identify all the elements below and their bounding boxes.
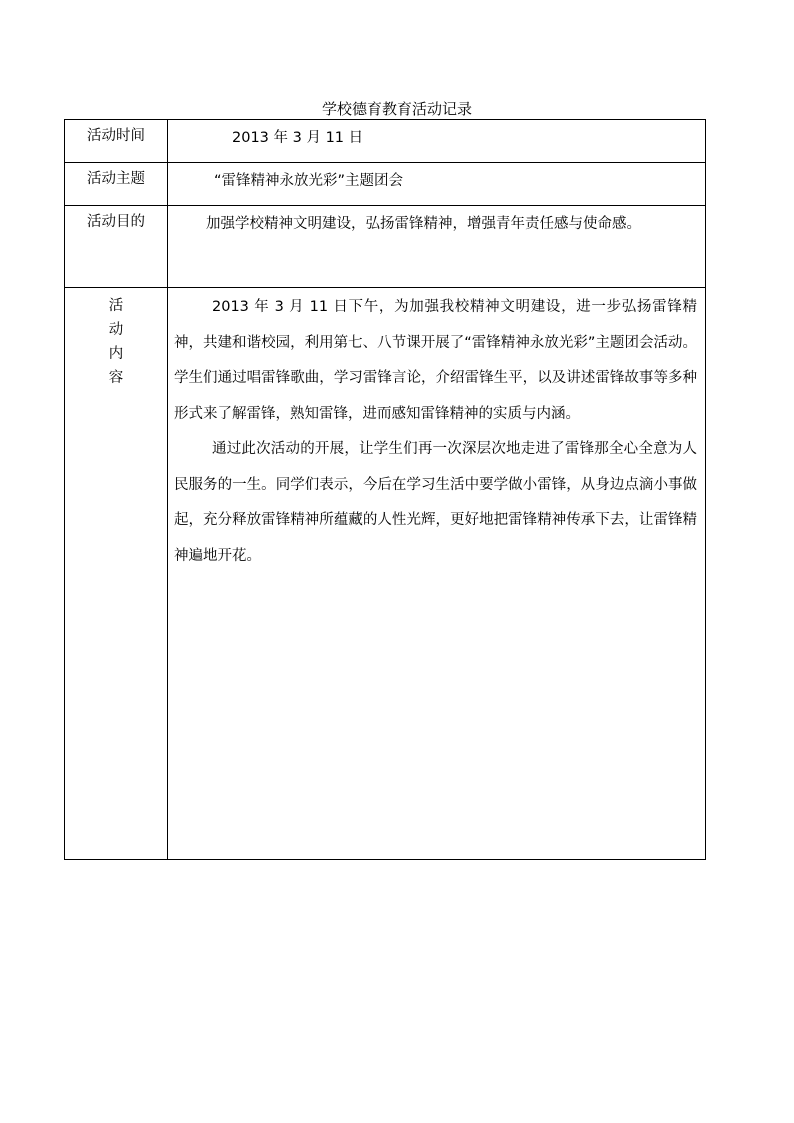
label-activity-theme: 活动主题 (65, 163, 168, 206)
value-activity-theme: “雷锋精神永放光彩”主题团会 (168, 163, 706, 206)
label-char: 动 (108, 322, 124, 338)
content-paragraph: 2013 年 3 月 11 日下午，为加强我校精神文明建设，进一步弘扬雷锋精神，共建和谐校园，利用第七、八节课开展了“雷锋精神永放光彩”主题团会活动。学生们通过唱雷锋歌曲，学习雷锋言论，介绍雷锋生平，以及讲述雷锋故事等多种形式来了解雷锋，熟知雷锋，进而感知雷锋精神的实质与内涵。 (174, 299, 697, 422)
label-char: 活 (108, 298, 124, 314)
row-activity-content (65, 288, 706, 860)
row-activity-goal (65, 206, 706, 288)
label-char: 内 (108, 346, 124, 362)
activity-record-table (64, 119, 706, 860)
row-activity-theme (65, 163, 706, 206)
value-activity-content (168, 288, 706, 860)
label-char: 容 (108, 370, 124, 386)
label-activity-content (65, 288, 168, 860)
value-activity-goal: 加强学校精神文明建设，弘扬雷锋精神，增强青年责任感与使命感。 (168, 206, 706, 288)
document-title: 学校德育教育活动记录 (321, 100, 472, 118)
value-activity-time: 2013 年 3 月 11 日 (168, 120, 706, 163)
row-activity-time (65, 120, 706, 163)
label-activity-goal: 活动目的 (65, 206, 168, 288)
content-paragraph: 通过此次活动的开展，让学生们再一次深层次地走进了雷锋那全心全意为人民服务的一生。同学们表示，今后在学习生活中要学做小雷锋，从身边点滴小事做起，充分释放雷锋精神所蕴藏的人性光辉，更好地把雷锋精神传承下去，让雷锋精神遍地开花。 (174, 441, 697, 564)
label-activity-time: 活动时间 (65, 120, 168, 163)
